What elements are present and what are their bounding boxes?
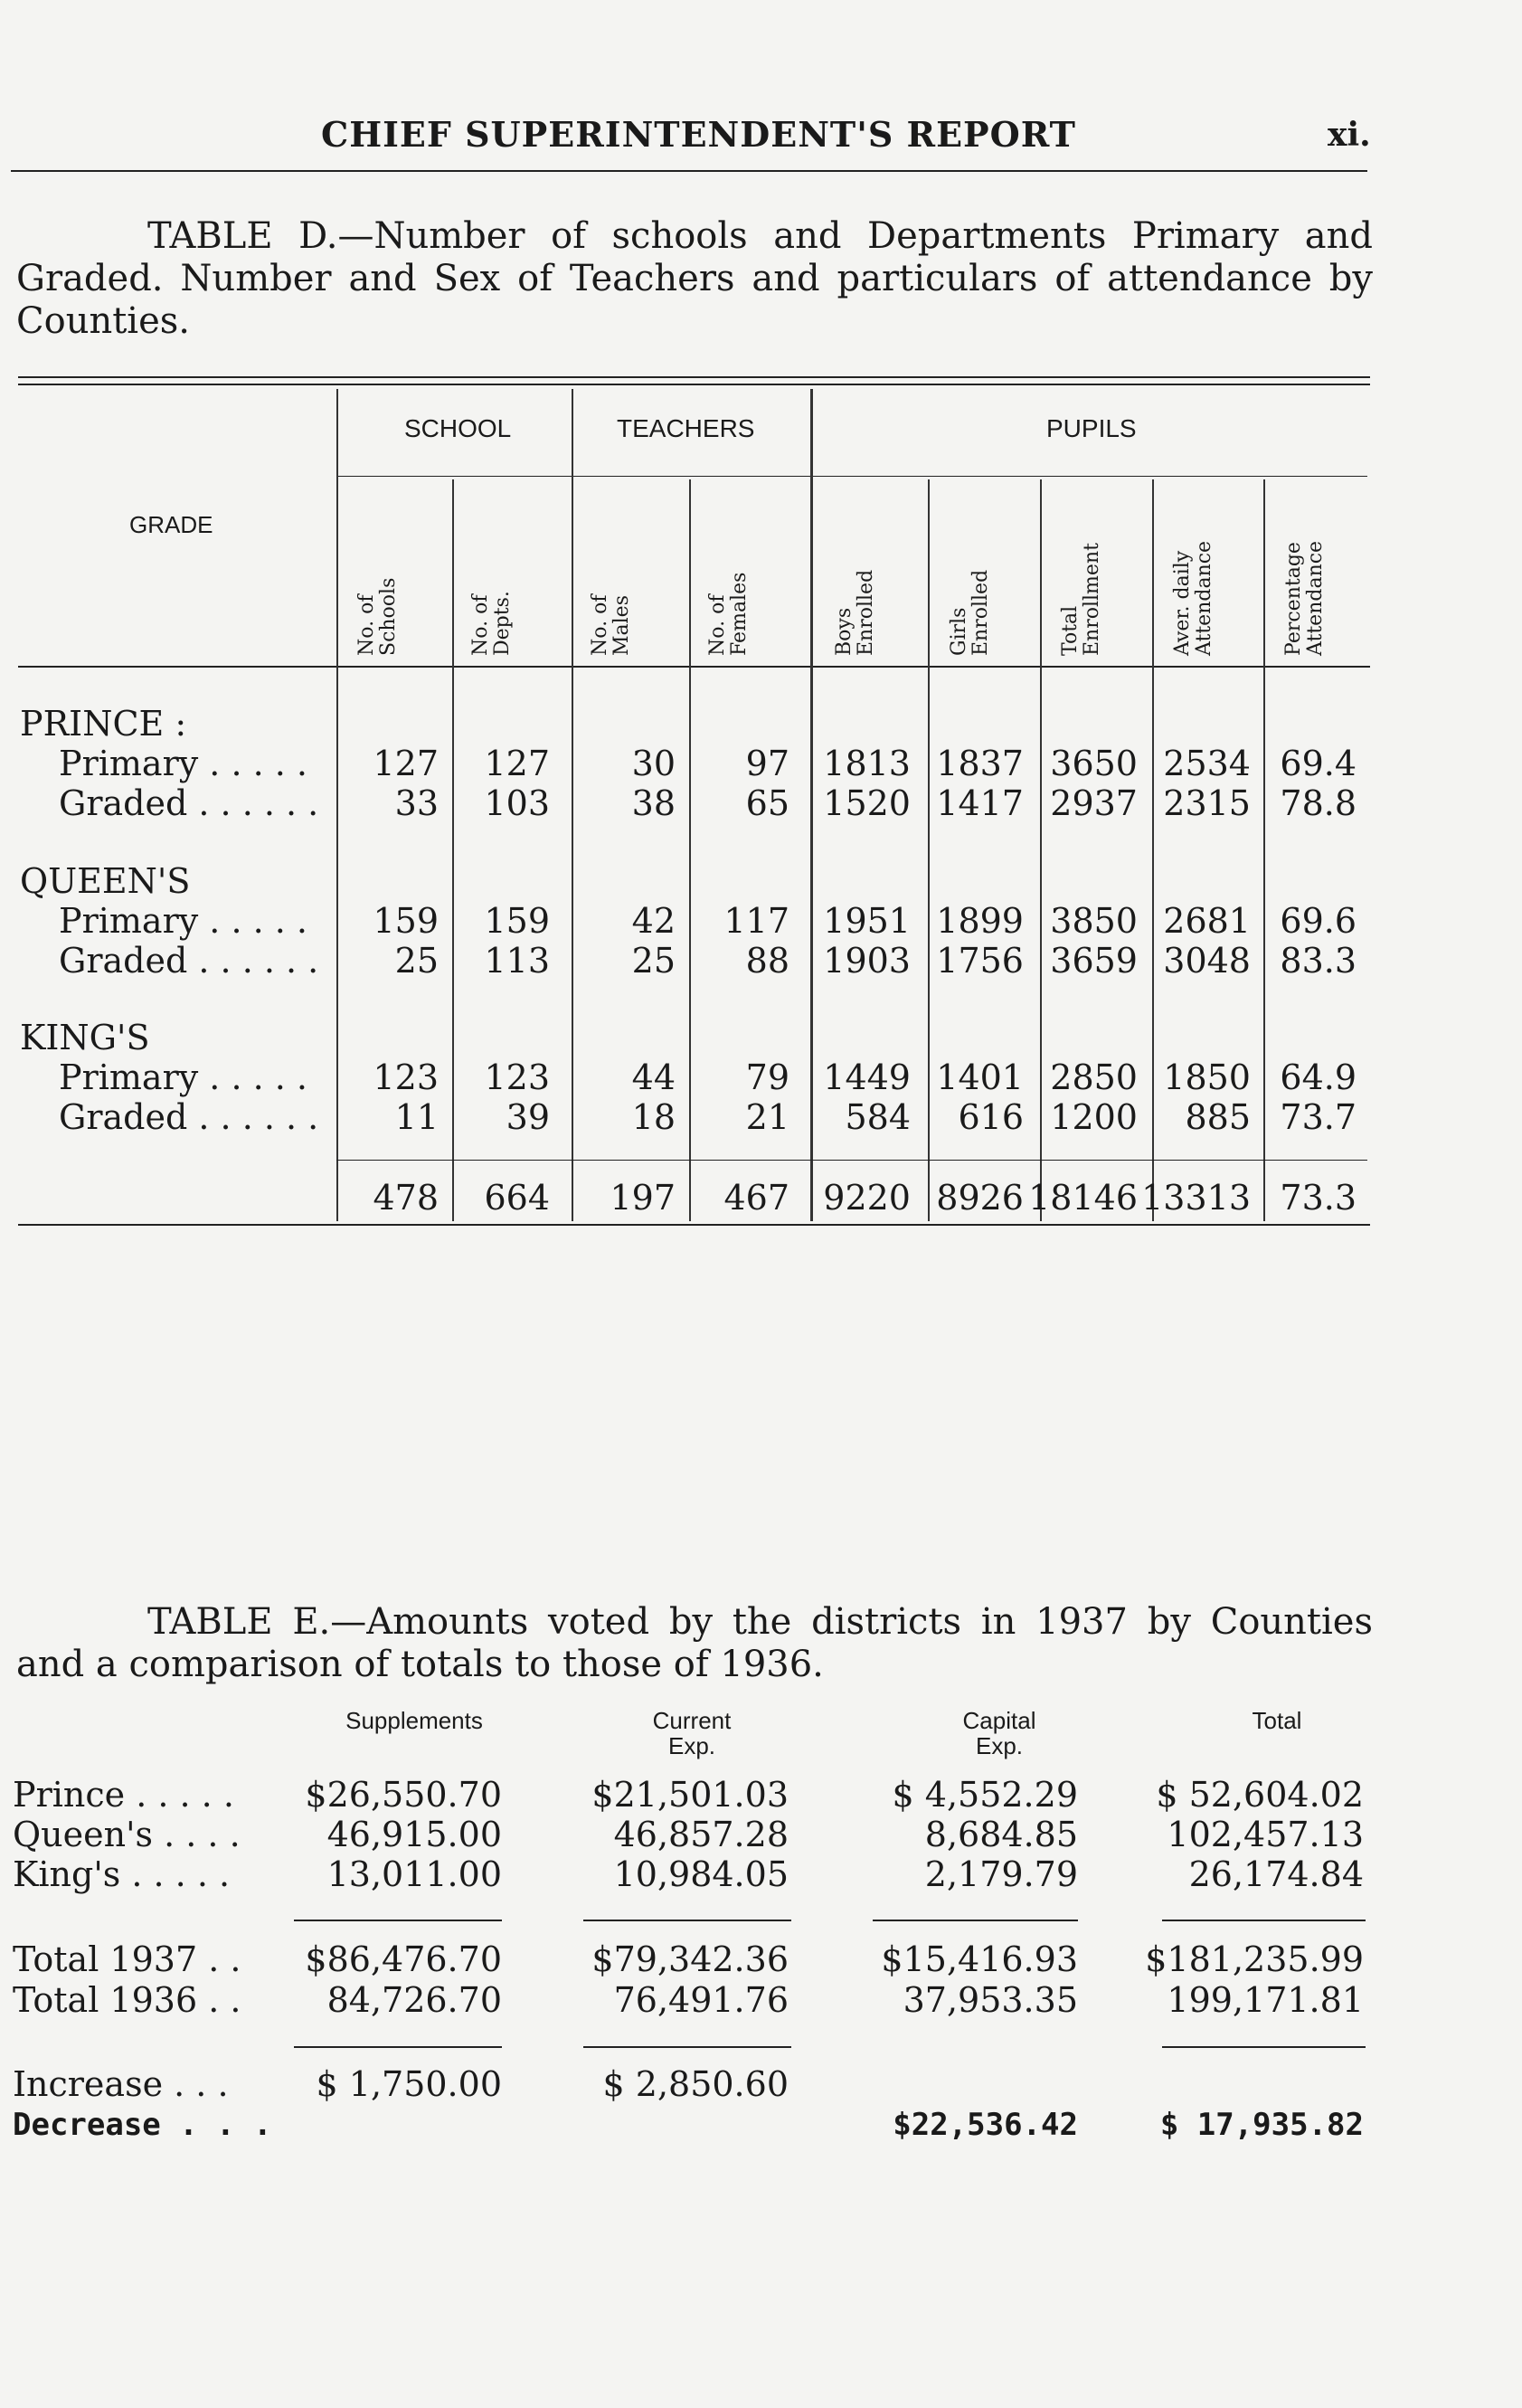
column-header-line: Females [728, 572, 751, 656]
column-header [592, 1708, 791, 1759]
table-cell: 1520 [823, 783, 911, 823]
group-school: SCHOOL [404, 414, 512, 442]
table-cell: 33 [394, 783, 439, 823]
table-cell: 127 [373, 744, 439, 783]
table-cell: 3850 [1050, 901, 1138, 941]
table-cell: 1951 [823, 901, 911, 941]
table-cell: $ 4,552.29 [892, 1775, 1078, 1815]
table-cell: 8,684.85 [924, 1815, 1078, 1854]
total-cell: 478 [373, 1178, 439, 1218]
table-cell: 65 [745, 783, 789, 823]
table-cell: 44 [631, 1057, 676, 1097]
table-cell: $22,536.42 [893, 2107, 1078, 2143]
table-cell: 584 [845, 1097, 911, 1137]
column-header-line: Capital [962, 1707, 1036, 1734]
table-cell: 2,179.79 [924, 1854, 1078, 1894]
table-cell: 46,915.00 [326, 1815, 502, 1854]
table-cell: 46,857.28 [613, 1815, 789, 1854]
column-header-line: Males [610, 595, 633, 656]
group-teachers: TEACHERS [617, 414, 755, 442]
table-cell: 79 [745, 1057, 789, 1097]
column-header [900, 1708, 1099, 1759]
table-cell: 123 [484, 1057, 550, 1097]
table-cell: $ 2,850.60 [602, 2064, 789, 2104]
table-e-caption-text: TABLE E.—Amounts voted by the districts in 1937 by Counties and a comparison of totals to those of 1936. [16, 1601, 1373, 1685]
table-cell: 64.9 [1280, 1057, 1357, 1097]
table-cell: 42 [631, 901, 676, 941]
table-cell: $26,550.70 [305, 1775, 502, 1815]
table-cell: 2315 [1163, 783, 1251, 823]
table-cell: 73.7 [1280, 1097, 1357, 1137]
column-header-line: Total [1252, 1707, 1302, 1734]
total-cell: 18146 [1028, 1178, 1138, 1218]
table-row-label: Primary . . . . . [59, 1057, 307, 1097]
table-cell: 113 [484, 941, 550, 981]
table-cell: 117 [723, 901, 789, 941]
table-cell: 30 [631, 744, 676, 783]
total-cell: 9220 [823, 1178, 911, 1218]
column-header-line: Percentage [1282, 542, 1305, 656]
table-cell: 1903 [823, 941, 911, 981]
page-header-title: CHIEF SUPERINTENDENT'S REPORT [321, 114, 1076, 155]
table-cell: 103 [484, 783, 550, 823]
table-cell: 1449 [823, 1057, 911, 1097]
total-cell: 73.3 [1280, 1178, 1357, 1218]
table-row-label: Graded . . . . . . [59, 783, 319, 823]
table-cell: 1401 [936, 1057, 1024, 1097]
column-header-line: Attendance [1304, 540, 1327, 656]
table-cell: 885 [1185, 1097, 1251, 1137]
table-row-label: Graded . . . . . . [59, 941, 319, 981]
table-d-caption-text: TABLE D.—Number of schools and Departments Primary and Graded. Number and Sex of Teachers and particulars of attendance by Counties. [16, 215, 1373, 342]
table-row-label: Decrease . . . [13, 2107, 272, 2143]
table-row-label: Prince . . . . . [13, 1775, 234, 1815]
table-cell: 25 [394, 941, 439, 981]
total-cell: 664 [484, 1178, 550, 1218]
table-cell: $79,342.36 [591, 1939, 789, 1979]
table-cell: 616 [958, 1097, 1024, 1137]
table-cell: 1899 [936, 901, 1024, 941]
table-cell: 2534 [1163, 744, 1251, 783]
table-cell: 88 [745, 941, 789, 981]
column-header-line: Exp. [667, 1732, 716, 1759]
table-cell: 84,726.70 [326, 1980, 502, 2020]
total-cell: 197 [610, 1178, 676, 1218]
county-name: QUEEN'S [20, 861, 191, 901]
table-cell: 69.6 [1280, 901, 1357, 941]
column-header-line: Current [652, 1707, 732, 1734]
column-header-line: Total [1059, 605, 1082, 656]
table-cell: $86,476.70 [305, 1939, 502, 1979]
table-cell: 1837 [936, 744, 1024, 783]
group-pupils: PUPILS [1046, 414, 1137, 442]
column-header-line: Schools [377, 577, 400, 656]
column-header-line: Girls [948, 607, 970, 656]
table-row-label: Total 1936 . . [13, 1980, 241, 2020]
column-header-line: No. of [589, 594, 611, 656]
sum-rule [873, 1920, 1078, 1921]
table-cell: 38 [631, 783, 676, 823]
total-cell: 467 [723, 1178, 789, 1218]
table-cell: 2850 [1050, 1057, 1138, 1097]
column-header-line: No. of [706, 594, 729, 656]
table-cell: 1813 [823, 744, 911, 783]
table-cell: 123 [373, 1057, 439, 1097]
table-row-label: Increase . . . [13, 2064, 229, 2104]
table-row-label: Primary . . . . . [59, 901, 307, 941]
table-cell: 37,953.35 [903, 1980, 1078, 2020]
table-cell: 1850 [1163, 1057, 1251, 1097]
total-cell: 13313 [1141, 1178, 1251, 1218]
table-cell: 199,171.81 [1167, 1980, 1364, 2020]
column-header-line: Boys [833, 607, 856, 656]
table-cell: 25 [631, 941, 676, 981]
table-cell: 18 [631, 1097, 676, 1137]
table-row-label: Total 1937 . . [13, 1939, 241, 1979]
table-cell: 127 [484, 744, 550, 783]
table-cell: 13,011.00 [326, 1854, 502, 1894]
table-cell: 2937 [1050, 783, 1138, 823]
table-cell: 69.4 [1280, 744, 1357, 783]
table-row-label: Primary . . . . . [59, 744, 307, 783]
table-cell: 26,174.84 [1188, 1854, 1364, 1894]
table-cell: 3659 [1050, 941, 1138, 981]
page-number: xi. [1328, 116, 1371, 154]
column-header-line: Supplements [345, 1707, 483, 1734]
table-cell: $181,235.99 [1145, 1939, 1364, 1979]
table-cell: $21,501.03 [591, 1775, 789, 1815]
table-cell: 3650 [1050, 744, 1138, 783]
table-cell: 159 [373, 901, 439, 941]
table-cell: 76,491.76 [613, 1980, 789, 2020]
table-cell: 2681 [1163, 901, 1251, 941]
column-header-line: No. of [469, 594, 492, 656]
column-header-line: Attendance [1193, 540, 1215, 656]
sum-rule [294, 2046, 502, 2048]
sum-rule [583, 2046, 791, 2048]
table-cell: $ 17,935.82 [1159, 2107, 1364, 2143]
table-cell: 102,457.13 [1167, 1815, 1364, 1854]
column-header [1177, 1708, 1376, 1733]
column-header-line: Aver. daily [1171, 550, 1194, 656]
table-cell: 1756 [936, 941, 1024, 981]
table-cell: 1200 [1050, 1097, 1138, 1137]
table-cell: 78.8 [1280, 783, 1357, 823]
table-cell: 10,984.05 [613, 1854, 789, 1894]
sum-rule [583, 1920, 791, 1921]
table-cell: 159 [484, 901, 550, 941]
column-header-line: No. of [355, 594, 378, 656]
sum-rule [294, 1920, 502, 1921]
column-header-line: Depts. [491, 591, 514, 656]
table-cell: 1417 [936, 783, 1024, 823]
county-name: PRINCE : [20, 704, 187, 744]
table-cell: 97 [745, 744, 789, 783]
column-header-line: Enrolled [969, 569, 992, 656]
sum-rule [1162, 1920, 1366, 1921]
table-cell: $ 1,750.00 [316, 2064, 502, 2104]
county-name: KING'S [20, 1018, 150, 1057]
table-cell: 11 [394, 1097, 439, 1137]
table-cell: 83.3 [1280, 941, 1357, 981]
column-header [315, 1708, 514, 1733]
table-cell: 3048 [1163, 941, 1251, 981]
table-cell: $ 52,604.02 [1156, 1775, 1364, 1815]
table-cell: 21 [745, 1097, 789, 1137]
column-header-line: Enrolled [855, 569, 877, 656]
column-header-line: Enrollment [1081, 543, 1103, 656]
sum-rule [1162, 2046, 1366, 2048]
column-header-line: Exp. [975, 1732, 1024, 1759]
table-row-label: King's . . . . . [13, 1854, 231, 1894]
grade-label: GRADE [129, 511, 213, 538]
table-row-label: Queen's . . . . [13, 1815, 241, 1854]
table-cell: $15,416.93 [881, 1939, 1078, 1979]
total-cell: 8926 [936, 1178, 1024, 1218]
table-cell: 39 [506, 1097, 550, 1137]
table-row-label: Graded . . . . . . [59, 1097, 319, 1137]
